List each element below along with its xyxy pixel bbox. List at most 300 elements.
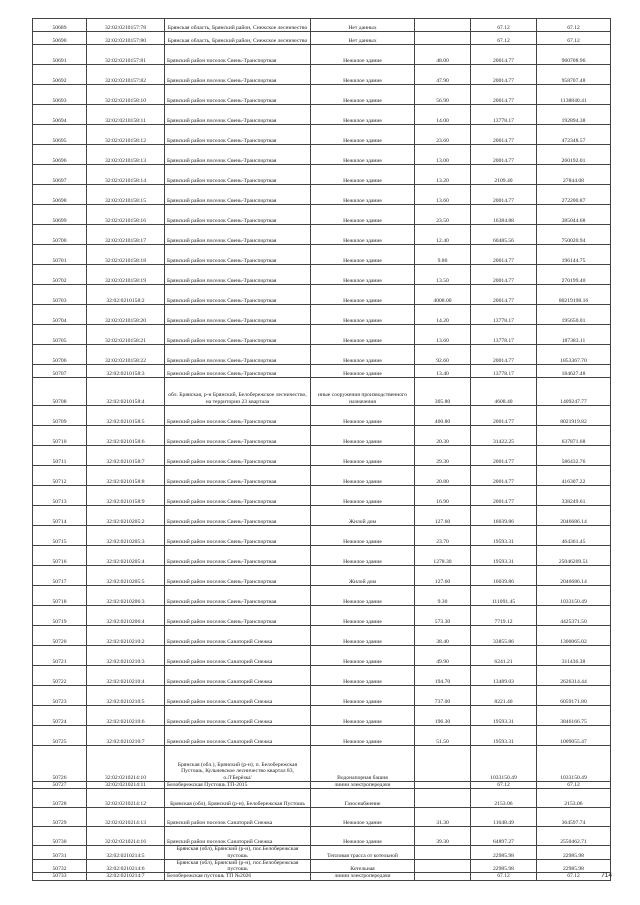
row-number-cell: 50706 — [33, 345, 87, 365]
table-row — [33, 606, 611, 626]
cadastral-number-cell: 32:02:0210158:11 — [87, 105, 165, 125]
area-cell: 23.50 — [415, 205, 471, 225]
area-cell: 38.40 — [415, 626, 471, 646]
area-cell: 92.60 — [415, 345, 471, 365]
cadastral-value-cell: 750020.94 — [537, 225, 611, 245]
area-cell: 400.80 — [415, 406, 471, 426]
row-number-cell: 50722 — [33, 666, 87, 686]
cadastral-number-cell: 32:02:0210158:20 — [87, 305, 165, 325]
cadastral-value-cell: 192894.38 — [537, 105, 611, 125]
specific-value-cell: 8221.40 — [471, 686, 537, 706]
specific-value-cell: 1033150.49 — [471, 746, 537, 782]
cadastral-number-cell: 32:02:0210158:17 — [87, 225, 165, 245]
cadastral-number-cell: 32:02:0210158:3 — [87, 365, 165, 378]
address-cell: Брянский район поселок Санаторий Снежка — [165, 726, 311, 746]
cadastral-number-cell: 32:02:0210205:3 — [87, 526, 165, 546]
cadastral-value-cell: 195650.01 — [537, 305, 611, 325]
address-cell: Брянский район поселок Свень-Транспортная — [165, 486, 311, 506]
row-number-cell: 50714 — [33, 506, 87, 526]
specific-value-cell: 67.12 — [471, 19, 537, 32]
table-row — [33, 666, 611, 686]
address-cell: Брянский район поселок Санаторий Снежка — [165, 808, 311, 827]
area-cell: 12.40 — [415, 225, 471, 245]
cadastral-number-cell: 32:02:0210214:13 — [87, 808, 165, 827]
address-cell: Брянский район поселок Свень-Транспортная — [165, 566, 311, 586]
address-cell: Брянский район поселок Свень-Транспортная — [165, 85, 311, 105]
cadastral-value-cell: 187383.11 — [537, 325, 611, 345]
address-cell: Брянский район поселок Свень-Транспортная — [165, 225, 311, 245]
row-number-cell: 50690 — [33, 32, 87, 45]
cadastral-number-cell: 32:02:0210158:8 — [87, 466, 165, 486]
row-number-cell: 50733 — [33, 873, 87, 880]
cadastral-value-table — [32, 18, 611, 881]
cadastral-number-cell: 32:02:0210158:15 — [87, 185, 165, 205]
specific-value-cell: 22985.98 — [471, 846, 537, 860]
table-row — [33, 145, 611, 165]
specific-value-cell: 20014.77 — [471, 265, 537, 285]
specific-value-cell: 20014.77 — [471, 125, 537, 145]
object-type-cell: Нежилое здание — [311, 345, 415, 365]
object-type-cell: Нежилое здание — [311, 85, 415, 105]
area-cell: 13.20 — [415, 165, 471, 185]
row-number-cell: 50719 — [33, 606, 87, 626]
table-row — [33, 546, 611, 566]
address-cell: Брянский район поселок Санаторий Снежка — [165, 646, 311, 666]
row-number-cell: 50704 — [33, 305, 87, 325]
row-number-cell: 50725 — [33, 726, 87, 746]
cadastral-value-cell: 196144.75 — [537, 245, 611, 265]
object-type-cell: Нежилое здание — [311, 726, 415, 746]
cadastral-number-cell: 32:02:0210210:7 — [87, 726, 165, 746]
object-type-cell: Тепловая трасса от котельной — [311, 846, 415, 860]
object-type-cell: Нежилое здание — [311, 325, 415, 345]
table-row — [33, 205, 611, 225]
object-type-cell: Нет данных — [311, 19, 415, 32]
cadastral-value-cell: 272200.87 — [537, 185, 611, 205]
table-row — [33, 827, 611, 846]
specific-value-cell: 20014.77 — [471, 145, 537, 165]
area-cell: 9.80 — [415, 245, 471, 265]
object-type-cell: Нежилое здание — [311, 686, 415, 706]
area-cell: 196.30 — [415, 706, 471, 726]
specific-value-cell: 19593.31 — [471, 546, 537, 566]
cadastral-number-cell: 32:02:0210158:2 — [87, 285, 165, 305]
cadastral-value-cell: 1409247.77 — [537, 378, 611, 406]
address-cell: Брянский район поселок Свень-Транспортная — [165, 105, 311, 125]
table-row — [33, 185, 611, 205]
specific-value-cell: 67.12 — [471, 32, 537, 45]
cadastral-value-cell: 3846166.75 — [537, 706, 611, 726]
cadastral-value-cell: 2153.06 — [537, 789, 611, 808]
specific-value-cell: 20014.77 — [471, 45, 537, 65]
cadastral-value-cell: 958707.48 — [537, 65, 611, 85]
specific-value-cell: 13489.03 — [471, 666, 537, 686]
cadastral-value-cell: 1009055.47 — [537, 726, 611, 746]
table-row — [33, 225, 611, 245]
cadastral-value-cell: 1033150.49 — [537, 586, 611, 606]
table-row — [33, 325, 611, 345]
table-row — [33, 526, 611, 546]
specific-value-cell: 22985.98 — [471, 859, 537, 873]
cadastral-number-cell: 32:02:0210210:2 — [87, 626, 165, 646]
area-cell: 13.60 — [415, 325, 471, 345]
cadastral-value-cell: 67.12 — [537, 32, 611, 45]
area-cell: 48.00 — [415, 45, 471, 65]
cadastral-value-cell: 25046209.51 — [537, 546, 611, 566]
specific-value-cell: 19593.31 — [471, 726, 537, 746]
cadastral-number-cell: 32:02:0210206:4 — [87, 606, 165, 626]
cadastral-value-cell: 67.12 — [537, 782, 611, 789]
cadastral-number-cell: 32:02:0210158:19 — [87, 265, 165, 285]
area-cell: 13.00 — [415, 145, 471, 165]
cadastral-value-cell: 184627.48 — [537, 365, 611, 378]
address-cell: Брянский район поселок Санаторий Снежка — [165, 626, 311, 646]
row-number-cell: 50699 — [33, 205, 87, 225]
cadastral-number-cell: 32:02:0210158:10 — [87, 85, 165, 105]
row-number-cell: 50718 — [33, 586, 87, 606]
specific-value-cell: 67.12 — [471, 782, 537, 789]
specific-value-cell: 6241.21 — [471, 646, 537, 666]
cadastral-number-cell: 32:02:0210205:5 — [87, 566, 165, 586]
row-number-cell: 50729 — [33, 808, 87, 827]
table-row — [33, 808, 611, 827]
area-cell — [415, 789, 471, 808]
area-cell: 16.90 — [415, 486, 471, 506]
address-cell: Брянский район поселок Свень-Транспортная — [165, 325, 311, 345]
area-cell: 305.80 — [415, 378, 471, 406]
address-cell: Брянский район поселок Свень-Транспортная — [165, 65, 311, 85]
address-cell: Брянский район поселок Свень-Транспортная — [165, 145, 311, 165]
row-number-cell: 50698 — [33, 185, 87, 205]
specific-value-cell: 20014.77 — [471, 85, 537, 105]
row-number-cell: 50731 — [33, 846, 87, 860]
cadastral-value-cell: 22985.98 — [537, 846, 611, 860]
object-type-cell: Нежилое здание — [311, 606, 415, 626]
specific-value-cell: 16384.88 — [471, 205, 537, 225]
address-cell: Брянский район поселок Свень-Транспортная — [165, 365, 311, 378]
row-number-cell: 50711 — [33, 446, 87, 466]
object-type-cell: Жилой дом — [311, 566, 415, 586]
specific-value-cell: 31422.25 — [471, 426, 537, 446]
cadastral-number-cell: 32:02:0210158:5 — [87, 406, 165, 426]
area-cell: 14.00 — [415, 105, 471, 125]
area-cell: 13.40 — [415, 365, 471, 378]
object-type-cell: Нежилое здание — [311, 305, 415, 325]
address-cell: Брянский район поселок Свень-Транспортная — [165, 45, 311, 65]
specific-value-cell: 111091.45 — [471, 586, 537, 606]
row-number-cell: 50695 — [33, 125, 87, 145]
table-row — [33, 566, 611, 586]
table-row — [33, 378, 611, 406]
table-row — [33, 466, 611, 486]
object-type-cell: Нежилое здание — [311, 205, 415, 225]
specific-value-cell: 20014.77 — [471, 486, 537, 506]
row-number-cell: 50689 — [33, 19, 87, 32]
row-number-cell: 50730 — [33, 827, 87, 846]
object-type-cell: Нет данных — [311, 32, 415, 45]
table-row — [33, 586, 611, 606]
table-row — [33, 85, 611, 105]
cadastral-number-cell: 32:02:0210214:10 — [87, 746, 165, 782]
cadastral-value-cell: 1300065.02 — [537, 626, 611, 646]
address-cell: Брянский район поселок Свень-Транспортная — [165, 446, 311, 466]
table-row — [33, 265, 611, 285]
cadastral-number-cell: 32:02:0210210:5 — [87, 686, 165, 706]
object-type-cell: Нежилое здание — [311, 706, 415, 726]
row-number-cell: 50726 — [33, 746, 87, 782]
cadastral-value-cell: 586432.76 — [537, 446, 611, 466]
address-cell: Брянский район поселок Свень-Транспортная — [165, 406, 311, 426]
address-cell: Брянский район поселок Свень-Транспортная — [165, 185, 311, 205]
address-cell: Брянский район поселок Свень-Транспортная — [165, 305, 311, 325]
area-cell: 29.30 — [415, 446, 471, 466]
row-number-cell: 50691 — [33, 45, 87, 65]
address-cell: Брянский район поселок Санаторий Снежка — [165, 666, 311, 686]
cadastral-number-cell: 32:02:0210214:7 — [87, 873, 165, 880]
specific-value-cell: 20014.77 — [471, 245, 537, 265]
row-number-cell: 50707 — [33, 365, 87, 378]
row-number-cell: 50724 — [33, 706, 87, 726]
object-type-cell: Нежилое здание — [311, 165, 415, 185]
specific-value-cell: 20014.77 — [471, 65, 537, 85]
row-number-cell: 50697 — [33, 165, 87, 185]
object-type-cell: Нежилое здание — [311, 586, 415, 606]
address-cell: Брянский район поселок Свень-Транспортная — [165, 546, 311, 566]
object-type-cell: Нежилое здание — [311, 245, 415, 265]
table-row — [33, 65, 611, 85]
table-row — [33, 859, 611, 873]
row-number-cell: 50703 — [33, 285, 87, 305]
area-cell: 4008.00 — [415, 285, 471, 305]
address-cell: Брянский район поселок Свень-Транспортная — [165, 426, 311, 446]
address-cell: Брянский район поселок Свень-Транспортная — [165, 125, 311, 145]
area-cell: 737.00 — [415, 686, 471, 706]
area-cell: 20.80 — [415, 466, 471, 486]
object-type-cell: Нежилое здание — [311, 646, 415, 666]
specific-value-cell: 20014.77 — [471, 345, 537, 365]
cadastral-number-cell: 32:02:0210158:18 — [87, 245, 165, 265]
cadastral-number-cell: 32:02:0210214:5 — [87, 846, 165, 860]
specific-value-cell: 20014.77 — [471, 406, 537, 426]
object-type-cell: Нежилое здание — [311, 426, 415, 446]
specific-value-cell: 20014.77 — [471, 466, 537, 486]
object-type-cell: Нежилое здание — [311, 145, 415, 165]
cadastral-number-cell: 32:02:0210158:9 — [87, 486, 165, 506]
area-cell — [415, 859, 471, 873]
object-type-cell: Нежилое здание — [311, 105, 415, 125]
cadastral-number-cell: 32:02:0210206:3 — [87, 586, 165, 606]
row-number-cell: 50708 — [33, 378, 87, 406]
cadastral-number-cell: 32:02:0210210:3 — [87, 646, 165, 666]
object-type-cell: Нежилое здание — [311, 546, 415, 566]
specific-value-cell: 13778.17 — [471, 105, 537, 125]
specific-value-cell: 33855.86 — [471, 626, 537, 646]
area-cell: 127.60 — [415, 566, 471, 586]
specific-value-cell: 16039.86 — [471, 506, 537, 526]
address-cell: Брянский район поселок Санаторий Снежка — [165, 686, 311, 706]
specific-value-cell: 4608.40 — [471, 378, 537, 406]
specific-value-cell: 7719.12 — [471, 606, 537, 626]
cadastral-value-cell: 2626314.44 — [537, 666, 611, 686]
cadastral-value-cell: 260192.01 — [537, 145, 611, 165]
object-type-cell: Газоснабжение — [311, 789, 415, 808]
cadastral-number-cell: 32:02:0210157:82 — [87, 65, 165, 85]
specific-value-cell: 2109.40 — [471, 165, 537, 185]
table-row — [33, 846, 611, 860]
address-cell: Брянский район поселок Санаторий Снежка — [165, 706, 311, 726]
area-cell: 51.50 — [415, 726, 471, 746]
table-row — [33, 305, 611, 325]
table-row — [33, 285, 611, 305]
area-cell — [415, 746, 471, 782]
table-row — [33, 165, 611, 185]
area-cell: 23.70 — [415, 526, 471, 546]
area-cell: 31.30 — [415, 808, 471, 827]
row-number-cell: 50693 — [33, 85, 87, 105]
address-cell: Брянский район поселок Свень-Транспортная — [165, 586, 311, 606]
cadastral-value-cell: 2550462.71 — [537, 827, 611, 846]
table-row — [33, 32, 611, 45]
address-cell: обл. Брянская, р-н Брянский, Белобережское лесничество, на территории 23 квартала — [165, 378, 311, 406]
area-cell: 194.70 — [415, 666, 471, 686]
table-row — [33, 506, 611, 526]
cadastral-number-cell: 32:02:0210214:11 — [87, 782, 165, 789]
specific-value-cell: 20014.77 — [471, 185, 537, 205]
cadastral-number-cell: 32:02:0210158:16 — [87, 205, 165, 225]
cadastral-value-cell: 67.12 — [537, 19, 611, 32]
area-cell — [415, 32, 471, 45]
cadastral-number-cell: 32:02:0210210:4 — [87, 666, 165, 686]
row-number-cell: 50715 — [33, 526, 87, 546]
table-row — [33, 782, 611, 789]
cadastral-value-cell: 364597.74 — [537, 808, 611, 827]
area-cell — [415, 873, 471, 880]
cadastral-value-cell: 270199.40 — [537, 265, 611, 285]
address-cell: Брянская (обл.), Брянский (р-н), п. Белобережская Пустошь, Кульневское лесничество квартал 83, о.Л'Берёзка' — [165, 746, 311, 782]
cadastral-value-cell: 6059171.80 — [537, 686, 611, 706]
address-cell: Брянский район поселок Свень-Транспортная — [165, 265, 311, 285]
row-number-cell: 50721 — [33, 646, 87, 666]
address-cell: Брянская (обл), Брянский (р-н), пос.Белобережская пустошь — [165, 846, 311, 860]
object-type-cell: Нежилое здание — [311, 666, 415, 686]
object-type-cell: Котельная — [311, 859, 415, 873]
row-number-cell: 50694 — [33, 105, 87, 125]
cadastral-number-cell: 32:02:0210157:78 — [87, 19, 165, 32]
object-type-cell: Нежилое здание — [311, 65, 415, 85]
table-row — [33, 686, 611, 706]
cadastral-number-cell: 32:02:0210157:81 — [87, 45, 165, 65]
cadastral-value-cell: 67.12 — [537, 873, 611, 880]
specific-value-cell: 67.12 — [471, 873, 537, 880]
cadastral-value-cell: 960708.96 — [537, 45, 611, 65]
table-row — [33, 125, 611, 145]
table-row — [33, 345, 611, 365]
row-number-cell: 50727 — [33, 782, 87, 789]
row-number-cell: 50696 — [33, 145, 87, 165]
address-cell: Брянский район поселок Свень-Транспортная — [165, 205, 311, 225]
row-number-cell: 50732 — [33, 859, 87, 873]
row-number-cell: 50702 — [33, 265, 87, 285]
area-cell: 56.90 — [415, 85, 471, 105]
object-type-cell: Водонапорная башня — [311, 746, 415, 782]
object-type-cell: Нежилое здание — [311, 827, 415, 846]
cadastral-value-cell: 2046686.14 — [537, 566, 611, 586]
cadastral-value-cell: 1033150.49 — [537, 746, 611, 782]
table-row — [33, 426, 611, 446]
specific-value-cell: 64897.27 — [471, 827, 537, 846]
table-row — [33, 646, 611, 666]
address-cell: Брянская (обл), Брянский (р-н), пос.Белобережская пустошь — [165, 859, 311, 873]
row-number-cell: 50720 — [33, 626, 87, 646]
cadastral-value-cell: 1853367.70 — [537, 345, 611, 365]
area-cell — [415, 19, 471, 32]
table-row — [33, 626, 611, 646]
cadastral-number-cell: 32:02:0210158:22 — [87, 345, 165, 365]
table-row — [33, 19, 611, 32]
row-number-cell: 50712 — [33, 466, 87, 486]
cadastral-number-cell: 32:02:0210158:12 — [87, 125, 165, 145]
address-cell: Брянская (обл), Брянский (р-н), Белобережская Пустошь — [165, 789, 311, 808]
object-type-cell: Нежилое здание — [311, 808, 415, 827]
cadastral-number-cell: 32:02:0210214:12 — [87, 789, 165, 808]
area-cell: 1278.30 — [415, 546, 471, 566]
row-number-cell: 50713 — [33, 486, 87, 506]
object-type-cell: Нежилое здание — [311, 626, 415, 646]
cadastral-number-cell: 32:02:0210214:6 — [87, 859, 165, 873]
specific-value-cell: 60485.56 — [471, 225, 537, 245]
area-cell: 9.30 — [415, 586, 471, 606]
area-cell: 127.60 — [415, 506, 471, 526]
address-cell: Брянский район поселок Свень-Транспортная — [165, 506, 311, 526]
object-type-cell: Нежилое здание — [311, 466, 415, 486]
table-row — [33, 105, 611, 125]
area-cell — [415, 782, 471, 789]
row-number-cell: 50709 — [33, 406, 87, 426]
page-number: 714 — [601, 872, 612, 879]
cadastral-number-cell: 32:02:0210158:13 — [87, 145, 165, 165]
address-cell: Брянский район поселок Свень-Транспортная — [165, 285, 311, 305]
cadastral-number-cell: 32:02:0210158:4 — [87, 378, 165, 406]
cadastral-value-cell: 1138840.41 — [537, 85, 611, 105]
area-cell: 13.50 — [415, 265, 471, 285]
area-cell: 47.90 — [415, 65, 471, 85]
cadastral-value-cell: 4425371.50 — [537, 606, 611, 626]
cadastral-value-cell: 2046686.14 — [537, 506, 611, 526]
object-type-cell: Нежилое здание — [311, 185, 415, 205]
cadastral-number-cell: 32:02:0210210:6 — [87, 706, 165, 726]
cadastral-value-cell: 80219198.16 — [537, 285, 611, 305]
row-number-cell: 50705 — [33, 325, 87, 345]
cadastral-value-cell: 8021919.82 — [537, 406, 611, 426]
address-cell: Брянский район поселок Свень-Транспортная — [165, 245, 311, 265]
row-number-cell: 50692 — [33, 65, 87, 85]
specific-value-cell: 20014.77 — [471, 446, 537, 466]
area-cell: 13.60 — [415, 185, 471, 205]
table-body — [33, 19, 611, 881]
row-number-cell: 50701 — [33, 245, 87, 265]
specific-value-cell: 11648.49 — [471, 808, 537, 827]
cadastral-value-cell: 472348.57 — [537, 125, 611, 145]
object-type-cell: Нежилое здание — [311, 406, 415, 426]
specific-value-cell: 13778.17 — [471, 305, 537, 325]
table-row — [33, 726, 611, 746]
table-row — [33, 245, 611, 265]
area-cell: 23.60 — [415, 125, 471, 145]
object-type-cell: Нежилое здание — [311, 265, 415, 285]
object-type-cell: Нежилое здание — [311, 45, 415, 65]
table-row — [33, 365, 611, 378]
cadastral-value-cell: 311436.38 — [537, 646, 611, 666]
